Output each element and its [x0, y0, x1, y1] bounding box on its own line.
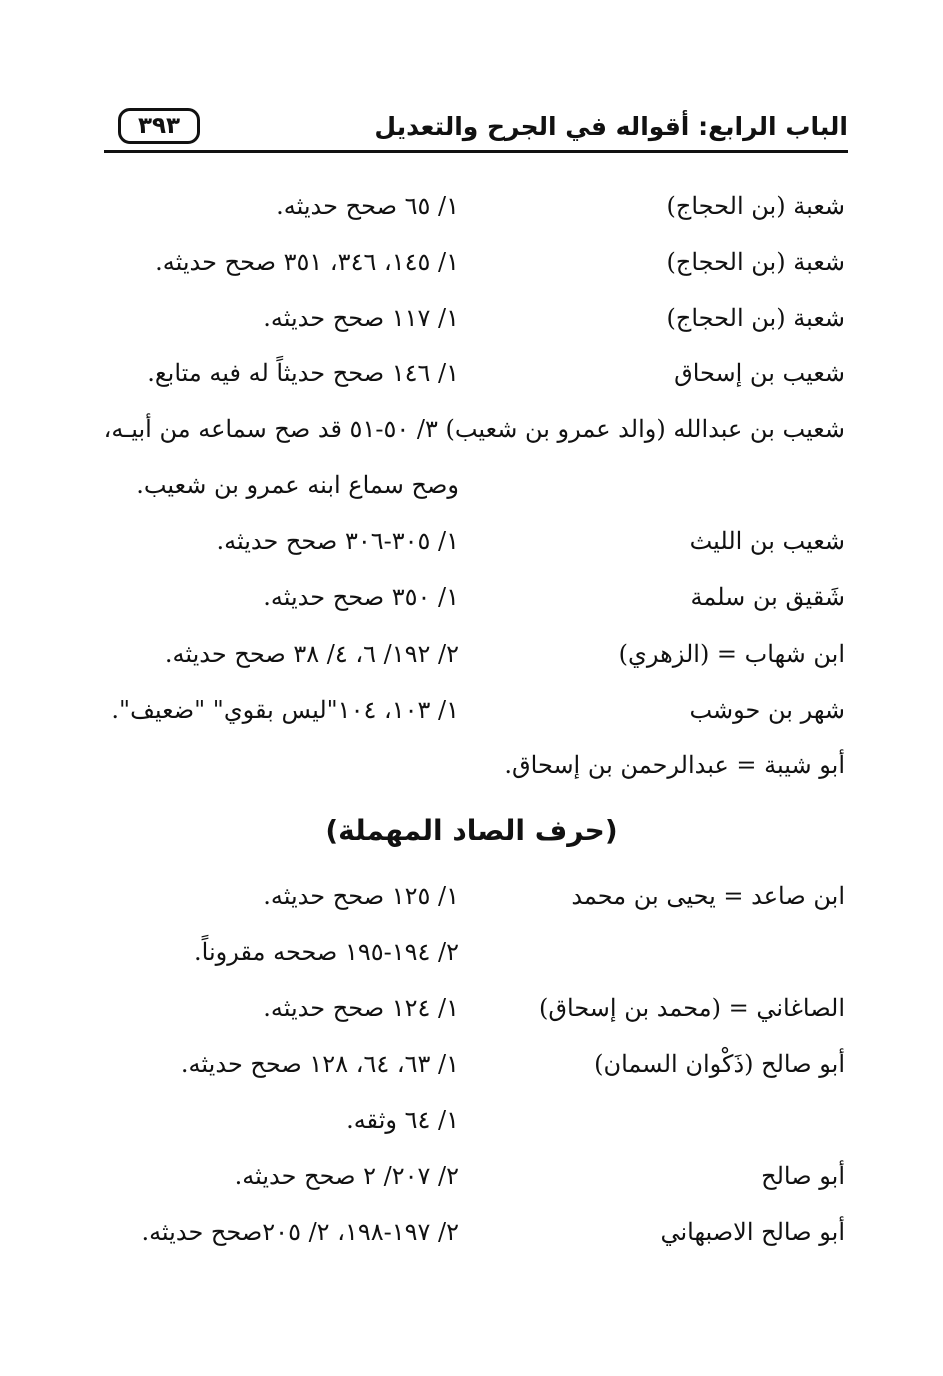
entry-ref: ١/ ٦٣، ٦٤، ١٢٨ صحح حديثه.	[180, 1050, 459, 1078]
entry-ref: ٢/ ١٩٧-١٩٨، ٢/ ٢٠٥صحح حديثه.	[141, 1218, 459, 1246]
entry-ref: ١/ ٣٠٥-٣٠٦ صحح حديثه.	[216, 527, 459, 555]
entry-ref: ١/ ١٢٥ صحح حديثه.	[263, 882, 459, 910]
entry-ref: ٢/ ٢٠٧/ ٢ صحح حديثه.	[234, 1162, 459, 1190]
entry-name: شعبة (بن الحجاج)	[666, 192, 845, 220]
entry-ref: ٢/ ١٩٢/ ٦، ٤/ ٣٨ صحح حديثه.	[164, 640, 459, 668]
entry-ref: ١/ ١٤٥، ٣٤٦، ٣٥١ صحح حديثه.	[155, 248, 459, 276]
entry-ref: ١/ ٦٥ صحح حديثه.	[276, 192, 459, 220]
entry-name: ابن صاعد = يحيى بن محمد	[571, 882, 845, 910]
entry-name: شعيب بن إسحاق	[674, 359, 845, 387]
entry-ref: ١/ ١٠٣، ١٠٤"ليس بقوي" "ضعيف".	[111, 696, 459, 724]
entry-continuation: وصح سماع ابنه عمرو بن شعيب.	[136, 471, 459, 499]
entry-name: ابن شهاب = (الزهري)	[618, 640, 845, 668]
entry-ref: ١/ ٣٥٠ صحح حديثه.	[263, 583, 459, 611]
entry-ref: ١/ ١٤٦ صحح حديثاً له فيه متابع.	[147, 359, 459, 387]
entry-ref: ١/ ١٢٤ صحح حديثه.	[263, 994, 459, 1022]
entry-name: أبو صالح الاصبهاني	[660, 1218, 845, 1246]
entry-name: الصاغاني = (محمد بن إسحاق)	[539, 994, 845, 1022]
section-heading: (حرف الصاد المهملة)	[325, 814, 618, 847]
entry-name: شَقيق بن سلمة	[690, 583, 845, 611]
entry-name: شعبة (بن الحجاج)	[666, 304, 845, 332]
page-header	[104, 106, 848, 153]
entry-continuation: ٢/ ١٩٤-١٩٥ صححه مقروناً.	[194, 938, 459, 966]
entry-ref: ١/ ١١٧ صحح حديثه.	[263, 304, 459, 332]
entry-name: شعبة (بن الحجاج)	[666, 248, 845, 276]
entry-continuation: ١/ ٦٤ وثقه.	[346, 1106, 459, 1134]
entry-name: أبو صالح	[761, 1162, 845, 1190]
chapter-title: الباب الرابع: أقواله في الجرح والتعديل	[374, 112, 848, 141]
entry-full-line: شعيب بن عبدالله (والد عمرو بن شعيب) ٣/ ٥٠-٥١ قد صح سماعه من أبيـه،	[103, 415, 845, 443]
entry-name: أبو صالح (ذَكْوان السمان)	[594, 1050, 845, 1078]
entry-name: شعيب بن الليث	[689, 527, 845, 555]
entry-full-line: أبو شيبة = عبدالرحمن بن إسحاق.	[504, 751, 845, 779]
entry-name: شهر بن حوشب	[689, 696, 845, 724]
page-number: ٣٩٣	[118, 108, 200, 144]
